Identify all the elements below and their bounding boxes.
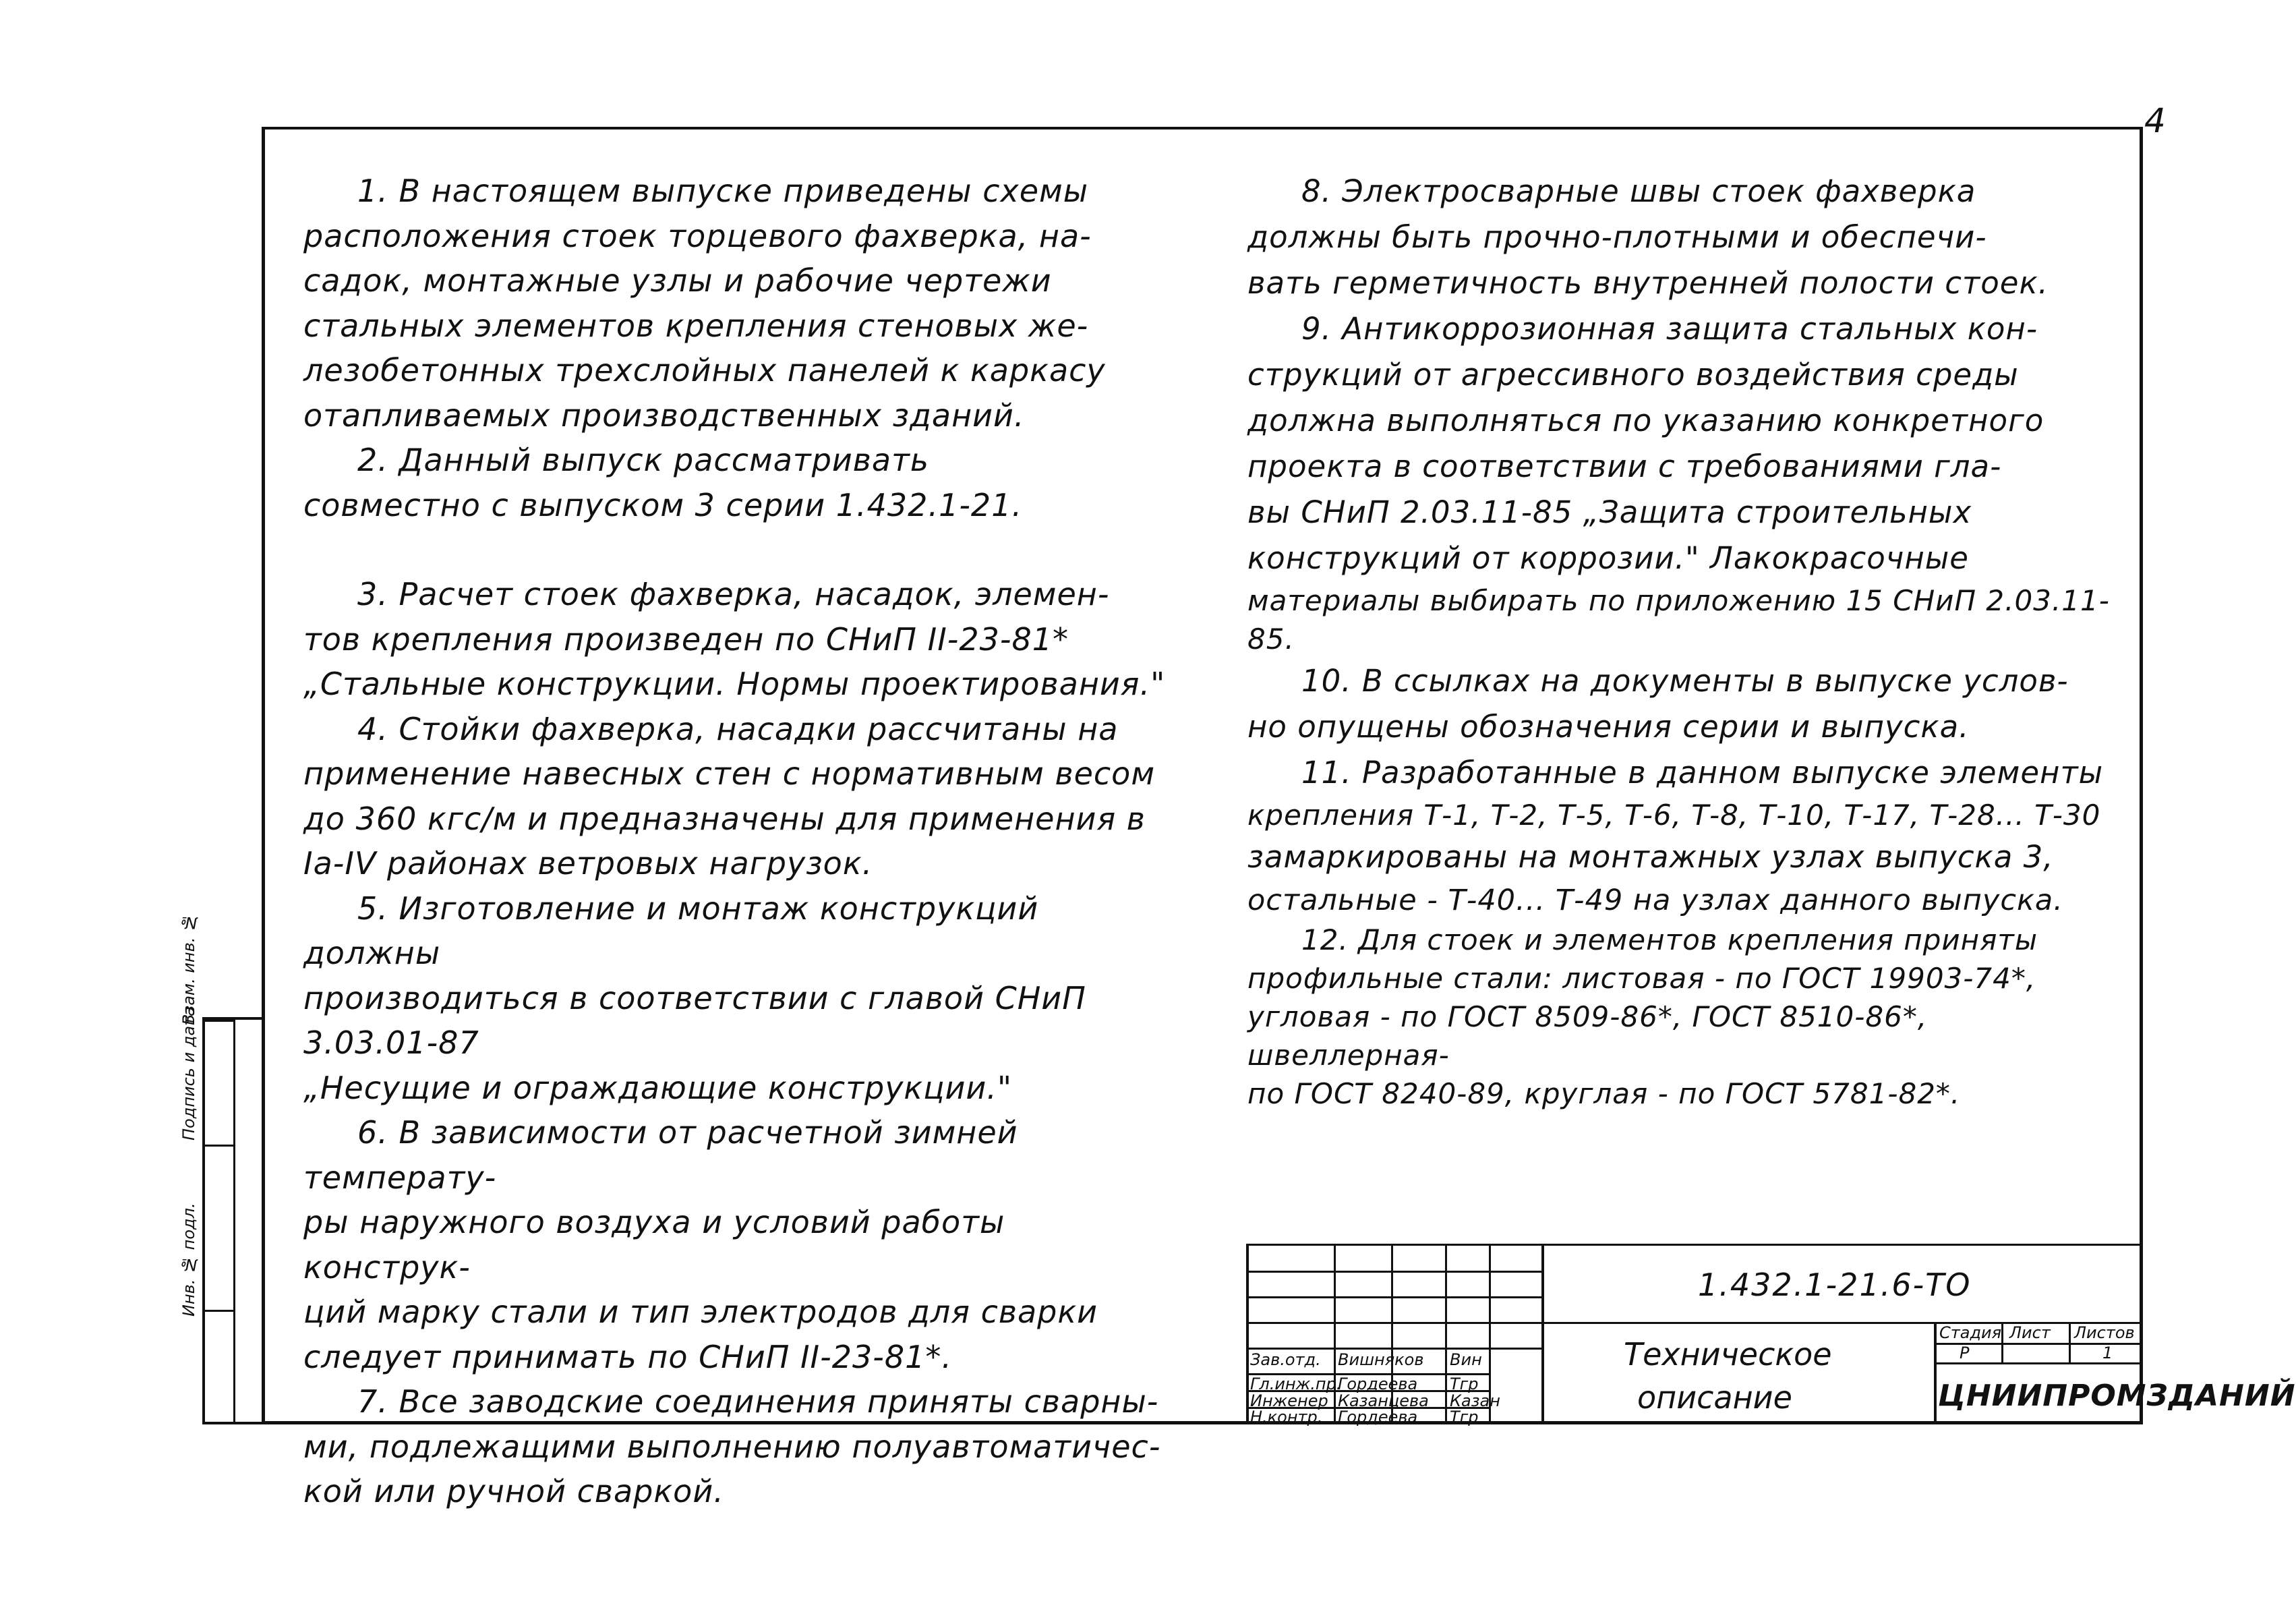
note-line: производиться в соответствии с главой СНиП 3.03.01-87 (303, 979, 1086, 1061)
note-line: садок, монтажные узлы и рабочие чертежи (303, 262, 1052, 299)
organization-name: ЦНИИПРОМЗДАНИЙ (1938, 1379, 2296, 1413)
note-line: „Несущие и ограждающие конструкции." (303, 1069, 1013, 1106)
note-line: по ГОСТ 8240-89, круглая - по ГОСТ 5781-82*. (1247, 1077, 1961, 1110)
note-line: 10. В ссылках на документы в выпуске услов- (1301, 663, 2069, 699)
note-line: кой или ручной сваркой. (303, 1473, 724, 1509)
document-title-line2: описание (1637, 1379, 1792, 1416)
note-line: но опущены обозначения серии и выпуска. (1247, 709, 1970, 745)
note-line: 2. Данный выпуск рассматривать (357, 442, 930, 478)
sheets-label: Листов (2074, 1323, 2135, 1342)
note-line: 8. Электросварные швы стоек фахверка (1301, 173, 1976, 209)
note-line: стальных элементов крепления стеновых же- (303, 307, 1089, 344)
note-line: конструкций от коррозии." Лакокрасочные (1247, 540, 1969, 576)
note-line: проекта в соответствии с требованиями гла- (1247, 449, 2002, 484)
side-strip (179, 913, 262, 1424)
signature-name: Казанцева (1338, 1391, 1429, 1410)
note-line: ры наружного воздуха и условий работы конструк- (303, 1204, 1005, 1286)
inv-no-label: Инв. № подл. (179, 1203, 198, 1317)
note-line: ций марку стали и тип электродов для сварки (303, 1294, 1098, 1330)
sheet-label: Лист (2009, 1323, 2051, 1342)
signature-name: Вишняков (1338, 1350, 1424, 1369)
signature-role: Зав.отд. (1250, 1350, 1321, 1369)
sheets-value: 1 (2102, 1344, 2113, 1362)
note-line: 11. Разработанные в данном выпуске элементы (1301, 755, 2104, 790)
signature-sign: Тгр (1450, 1408, 1479, 1426)
note-line: тов крепления произведен по СНиП II-23-81* (303, 621, 1069, 658)
note-line: 3. Расчет стоек фахверка, насадок, элемен- (357, 576, 1110, 612)
note-line: крепления Т-1, Т-2, Т-5, Т-6, Т-8, Т-10, Т-17, Т-28... Т-30 (1247, 799, 2101, 832)
signature-name: Гордеева (1338, 1375, 1418, 1393)
title-block (1246, 1244, 2296, 1426)
signature-sign: Тгр (1450, 1375, 1479, 1393)
note-line: 5. Изготовление и монтаж конструкций должны (303, 890, 1039, 971)
signature-role: Гл.инж.пр. (1250, 1375, 1342, 1393)
sign-date-label: Подпись и дата (179, 1006, 198, 1141)
signature-role: Н.контр. (1250, 1408, 1323, 1426)
stage-value: Р (1960, 1344, 1970, 1362)
page-number: 4 (2144, 101, 2166, 140)
right-notes (1247, 169, 2117, 1113)
replace-inv-label: Взам. инв. № (179, 913, 198, 1025)
left-notes (303, 169, 1180, 1514)
note-line: 6. В зависимости от расчетной зимней температу- (303, 1114, 1018, 1196)
note-line: отапливаемых производственных зданий. (303, 397, 1025, 434)
note-line: 4. Стойки фахверка, насадки рассчитаны на (357, 710, 1119, 747)
note-line: должны быть прочно-плотными и обеспечи- (1247, 219, 1987, 255)
signature-role: Инженер (1250, 1391, 1328, 1410)
note-line: 1. В настоящем выпуске приведены схемы (357, 173, 1089, 209)
note-line: применение навесных стен с нормативным весом (303, 755, 1156, 792)
note-line: вать герметичность внутренней полости стоек. (1247, 265, 2049, 301)
note-line: ми, подлежащими выполнению полуавтоматичес- (303, 1428, 1161, 1465)
note-line: лезобетонных трехслойных панелей к каркасу (303, 352, 1106, 388)
note-line: 7. Все заводские соединения приняты сварны- (357, 1383, 1159, 1420)
signature-sign: Казан (1450, 1391, 1500, 1410)
stage-label: Стадия (1939, 1323, 2002, 1342)
document-title (1624, 1333, 1832, 1419)
signature-sign: Вин (1450, 1350, 1482, 1369)
note-line: замаркированы на монтажных узлах выпуска 3, (1247, 839, 2054, 875)
signature-name: Гордеева (1338, 1408, 1418, 1426)
note-line: 9. Антикоррозионная защита стальных кон- (1301, 311, 2038, 347)
note-line: вы СНиП 2.03.11-85 „Защита строительных (1247, 494, 1972, 530)
note-line: Iа-IV районах ветровых нагрузок. (303, 845, 873, 882)
note-line: профильные стали: листовая - по ГОСТ 19903-74*, (1247, 962, 2036, 995)
note-line: струкций от агрессивного воздействия среды (1247, 357, 2019, 393)
note-line: совместно с выпуском 3 серии 1.432.1-21. (303, 486, 1023, 523)
note-line: остальные - Т-40... Т-49 на узлах данного выпуска. (1247, 884, 2063, 917)
note-line: следует принимать по СНиП II-23-81*. (303, 1338, 952, 1375)
note-line: „Стальные конструкции. Нормы проектирования." (303, 666, 1166, 702)
note-line: до 360 кгс/м и предназначены для применения в (303, 800, 1146, 837)
note-line: должна выполняться по указанию конкретного (1247, 403, 2044, 438)
document-designation: 1.432.1-21.6-ТО (1698, 1267, 1972, 1303)
note-line: 12. Для стоек и элементов крепления приняты (1301, 923, 2038, 956)
document-title-line1: Техническое (1624, 1336, 1832, 1373)
note-line: материалы выбирать по приложению 15 СНиП 2.03.11-85. (1247, 584, 2110, 656)
note-line: угловая - по ГОСТ 8509-86*, ГОСТ 8510-86*, швеллерная- (1247, 1000, 1928, 1072)
note-line: расположения стоек торцевого фахверка, на- (303, 217, 1092, 254)
